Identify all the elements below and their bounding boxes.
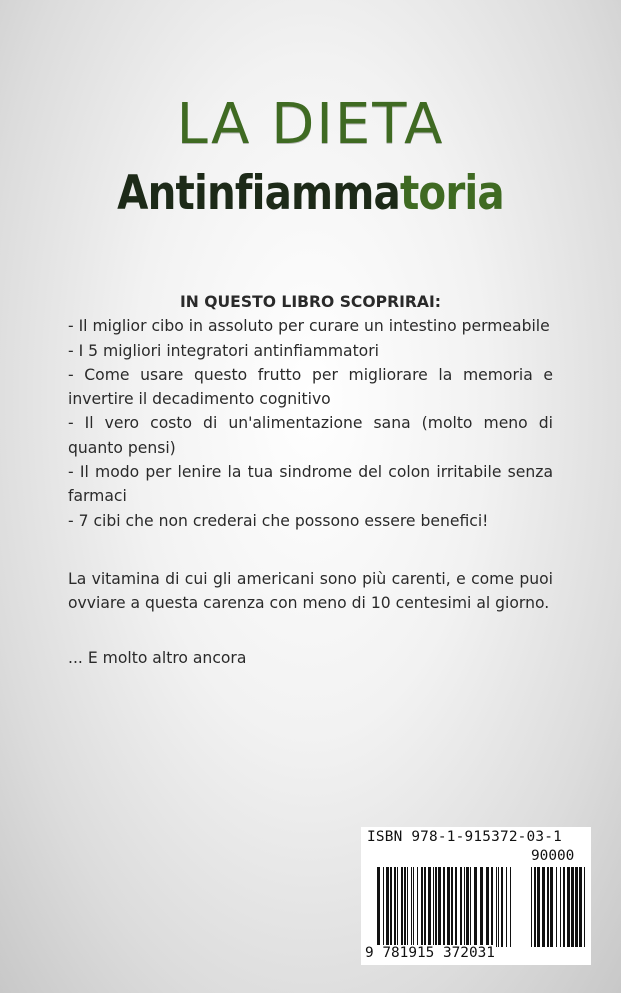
barcode-bar: [413, 867, 414, 947]
barcode-bar: [447, 867, 450, 947]
barcode-bar: [451, 867, 453, 947]
barcode-bar: [480, 867, 483, 947]
price-addon-code: 90000: [531, 848, 575, 864]
barcode-bar: [401, 867, 403, 947]
barcode-bar: [421, 867, 423, 947]
list-item: - Il miglior cibo in assoluto per curare un intestino permeabile: [68, 317, 550, 336]
barcode-bar: [460, 867, 462, 947]
barcode-bar: [433, 867, 434, 947]
barcode-bar: [567, 867, 570, 947]
isbn-barcode: [361, 827, 591, 965]
barcode-bar: [470, 867, 471, 947]
barcode-bar: [443, 867, 445, 947]
barcode-bar: [563, 867, 565, 947]
list-item: - Come usare questo frutto per migliorare la memoria e invertire il decadimento cognitivo: [68, 365, 553, 409]
barcode-bar: [556, 867, 557, 947]
barcode-bar: [377, 867, 380, 947]
barcode-bar: [510, 867, 511, 947]
barcode-bar: [560, 867, 561, 947]
barcode-bar: [383, 867, 384, 947]
barcode-bar: [474, 867, 477, 947]
list-item: - Il modo per lenire la tua sindrome del colon irritabile senza farmaci: [68, 463, 553, 506]
list-heading: IN QUESTO LIBRO SCOPRIRAI:: [179, 293, 441, 311]
barcode-bar: [501, 867, 503, 947]
barcode-bar: [584, 867, 585, 947]
title-line-1: LA DIETA: [176, 92, 445, 157]
barcode-bar: [486, 867, 489, 947]
benefits-list: [68, 314, 553, 533]
list-item: - Il vero costo di un'alimentazione sana (molto meno di quanto pensi): [68, 414, 553, 457]
barcode-bars: [361, 867, 591, 949]
barcode-bar: [390, 867, 392, 947]
barcode-bar: [464, 867, 465, 947]
barcode-bar: [397, 867, 398, 947]
barcode-bar: [506, 867, 507, 947]
barcode-bar: [491, 867, 493, 947]
description-block: [68, 290, 553, 670]
barcode-bar: [534, 867, 536, 947]
barcode-bar: [411, 867, 412, 947]
list-item: - I 5 migliori integratori antinfiammatori: [68, 341, 379, 360]
barcode-bar: [386, 867, 389, 947]
barcode-bar: [404, 867, 406, 947]
barcode-bar: [435, 867, 437, 947]
barcode-bar: [417, 867, 418, 947]
barcode-bar: [550, 867, 553, 947]
barcode-bar: [571, 867, 574, 947]
barcode-bar: [542, 867, 545, 947]
title-line-2-dark-part: Antinfiamma: [117, 166, 400, 221]
list-item: - 7 cibi che non crederai che possono essere benefici!: [68, 511, 489, 530]
barcode-bar: [547, 867, 549, 947]
title-line-2-green-part: toria: [399, 166, 504, 221]
barcode-bar: [498, 867, 499, 947]
barcode-bar: [438, 867, 441, 947]
barcode-bar: [575, 867, 578, 947]
barcode-bar: [466, 867, 469, 947]
barcode-bar: [531, 867, 532, 947]
barcode-bar: [579, 867, 582, 947]
barcode-bar: [407, 867, 408, 947]
barcode-bar: [455, 867, 457, 947]
barcode-bar: [537, 867, 540, 947]
barcode-bar: [428, 867, 431, 947]
barcode-bar: [496, 867, 497, 947]
vitamin-paragraph: La vitamina di cui gli americani sono più carenti, e come puoi ovviare a questa carenza con meno di 10 centesimi al giorno.: [68, 569, 553, 613]
barcode-bar: [394, 867, 396, 947]
barcode-bar: [424, 867, 426, 947]
isbn-number: ISBN 978-1-915372-03-1: [367, 829, 563, 845]
title-line-2: [43, 166, 577, 221]
ean-number: 9 781915 372031: [365, 945, 495, 961]
closing-line: ... E molto altro ancora: [68, 648, 247, 667]
